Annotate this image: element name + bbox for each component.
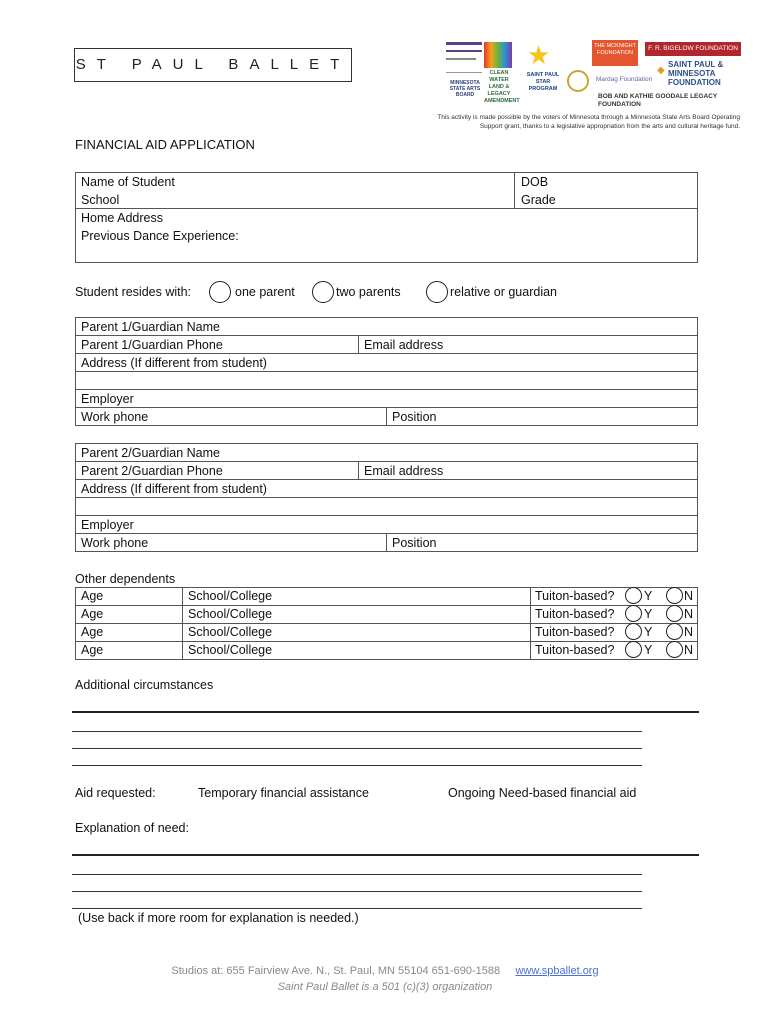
mardag-text: Mardag Foundation <box>595 76 653 83</box>
spmf-text: SAINT PAUL & MINNESOTA FOUNDATION <box>668 60 724 87</box>
aid-requested-label: Aid requested: <box>75 786 156 800</box>
msab-text: MINNESOTA STATE ARTS BOARD <box>449 80 481 98</box>
two-parents-label: two parents <box>336 285 401 299</box>
dependents-col-2 <box>530 587 531 660</box>
dependent-4-school[interactable]: School/College <box>188 643 273 657</box>
clean-water-text: CLEAN WATER LAND & LEGACY AMENDMENT <box>484 70 520 104</box>
student-row-line <box>75 208 698 209</box>
dependent-1-yes-radio[interactable] <box>625 587 642 604</box>
dob-field[interactable]: DOB <box>521 175 549 189</box>
relative-guardian-label: relative or guardian <box>450 285 558 299</box>
additional-circumstances-label: Additional circumstances <box>75 678 214 692</box>
dependent-1-tuition: Tuiton-based? <box>535 589 615 603</box>
dependent-2-no-radio[interactable] <box>666 605 683 622</box>
explanation-line-3[interactable] <box>72 908 642 909</box>
dependent-4-no-label: N <box>684 643 694 657</box>
dependents-line-1 <box>75 605 698 606</box>
dependent-4-tuition: Tuiton-based? <box>535 643 615 657</box>
parent1-position-field[interactable]: Position <box>392 410 437 424</box>
parent2-address-field[interactable]: Address (If different from student) <box>81 482 267 496</box>
dependent-1-yes-label: Y <box>644 589 653 603</box>
use-back-note: (Use back if more room for explanation is needed.) <box>78 911 359 925</box>
star-program-text: SAINT PAUL STAR PROGRAM <box>526 72 560 92</box>
parent1-employer-field[interactable]: Employer <box>81 392 134 406</box>
dependent-2-age[interactable]: Age <box>81 607 104 621</box>
dependent-2-school[interactable]: School/College <box>188 607 273 621</box>
parent2-work-phone-field[interactable]: Work phone <box>81 536 149 550</box>
msab-logo <box>446 42 482 100</box>
dependent-3-yes-radio[interactable] <box>625 623 642 640</box>
parent2-line-4 <box>75 515 698 516</box>
bigelow-text: F. R. BIGELOW FOUNDATION <box>648 45 738 52</box>
mcknight-logo <box>592 40 638 66</box>
footer-studios: Studios at: 655 Fairview Ave. N., St. Paul, MN 55104 651-690-1588 <box>171 965 501 977</box>
parent1-phone-field[interactable]: Parent 1/Guardian Phone <box>81 338 223 352</box>
star-icon: ★ <box>527 40 551 70</box>
two-parents-radio[interactable] <box>312 281 334 303</box>
dependent-3-no-radio[interactable] <box>666 623 683 640</box>
parent2-email-field[interactable]: Email address <box>364 464 444 478</box>
bigelow-logo <box>645 42 741 56</box>
parent1-line-4 <box>75 389 698 390</box>
dance-experience-field[interactable]: Previous Dance Experience: <box>81 229 239 243</box>
relative-guardian-radio[interactable] <box>426 281 448 303</box>
additional-rule <box>72 711 699 713</box>
home-address-field[interactable]: Home Address <box>81 211 163 225</box>
dependent-1-no-radio[interactable] <box>666 587 683 604</box>
explanation-label: Explanation of need: <box>75 821 189 835</box>
parent1-work-phone-field[interactable]: Work phone <box>81 410 149 424</box>
temporary-aid-option[interactable]: Temporary financial assistance <box>198 786 369 800</box>
form-title: FINANCIAL AID APPLICATION <box>75 137 255 152</box>
school-field[interactable]: School <box>81 193 120 207</box>
dependent-2-yes-label: Y <box>644 607 653 621</box>
parent1-address-field[interactable]: Address (If different from student) <box>81 356 267 370</box>
mcknight-text: THE MCKNIGHT FOUNDATION <box>594 43 636 56</box>
notice-line-1: This activity is made possible by the voters of Minnesota through a Minnesota State Arts Board Operating <box>437 114 740 121</box>
explanation-rule <box>72 854 699 856</box>
parent1-name-field[interactable]: Parent 1/Guardian Name <box>81 320 220 334</box>
additional-line-3[interactable] <box>72 765 642 766</box>
dependents-heading: Other dependents <box>75 572 176 586</box>
student-name-field[interactable]: Name of Student <box>81 175 175 189</box>
dependent-3-school[interactable]: School/College <box>188 625 273 639</box>
dependent-3-tuition: Tuiton-based? <box>535 625 615 639</box>
one-parent-label: one parent <box>235 285 295 299</box>
parent2-line-2 <box>75 479 698 480</box>
parent1-email-divider <box>358 335 359 353</box>
goodale-ring-logo <box>567 70 589 92</box>
additional-line-2[interactable] <box>72 748 642 749</box>
one-parent-radio[interactable] <box>209 281 231 303</box>
parent1-position-divider <box>386 407 387 426</box>
parent2-position-field[interactable]: Position <box>392 536 437 550</box>
parent2-position-divider <box>386 533 387 552</box>
dependent-3-no-label: N <box>684 625 694 639</box>
dependent-4-yes-label: Y <box>644 643 653 657</box>
spmf-diamond-icon: ◆ <box>657 65 665 76</box>
footer-address-line <box>0 965 770 977</box>
dependents-line-3 <box>75 641 698 642</box>
footer-nonprofit: Saint Paul Ballet is a 501 (c)(3) organization <box>277 981 493 993</box>
dependent-4-yes-radio[interactable] <box>625 641 642 658</box>
dependents-col-1 <box>182 587 183 660</box>
parent2-line-3 <box>75 497 698 498</box>
dependent-4-age[interactable]: Age <box>81 643 104 657</box>
resides-label: Student resides with: <box>75 285 192 299</box>
dependent-3-yes-label: Y <box>644 625 653 639</box>
goodale-text: BOB AND KATHIE GOODALE LEGACY FOUNDATION <box>598 93 718 108</box>
star-program-logo <box>525 42 563 98</box>
dependent-2-yes-radio[interactable] <box>625 605 642 622</box>
explanation-line-2[interactable] <box>72 891 642 892</box>
additional-line-1[interactable] <box>72 731 642 732</box>
dependent-3-age[interactable]: Age <box>81 625 104 639</box>
notice-line-2: Support grant, thanks to a legislative appropriation from the arts and cultural heritage fund. <box>479 123 740 130</box>
dependent-1-school[interactable]: School/College <box>188 589 273 603</box>
parent1-email-field[interactable]: Email address <box>364 338 444 352</box>
dependent-1-age[interactable]: Age <box>81 589 104 603</box>
dependent-4-no-radio[interactable] <box>666 641 683 658</box>
footer-website-link[interactable]: www.spballet.org <box>515 965 599 977</box>
logo-text: ST PAUL BALLET <box>75 56 351 73</box>
grade-field[interactable]: Grade <box>521 193 556 207</box>
student-divider <box>514 172 515 209</box>
parent2-phone-field[interactable]: Parent 2/Guardian Phone <box>81 464 223 478</box>
dependent-2-no-label: N <box>684 607 694 621</box>
dependent-2-tuition: Tuiton-based? <box>535 607 615 621</box>
explanation-line-1[interactable] <box>72 874 642 875</box>
parent2-line-1 <box>75 461 698 462</box>
parent2-name-field[interactable]: Parent 2/Guardian Name <box>81 446 220 460</box>
parent2-employer-field[interactable]: Employer <box>81 518 134 532</box>
clean-water-logo <box>484 42 520 104</box>
dependents-line-2 <box>75 623 698 624</box>
parent1-line-3 <box>75 371 698 372</box>
parent2-email-divider <box>358 461 359 479</box>
logo-box <box>74 48 352 82</box>
parent1-line-2 <box>75 353 698 354</box>
ongoing-aid-option[interactable]: Ongoing Need-based financial aid <box>448 786 637 800</box>
dependent-1-no-label: N <box>684 589 694 603</box>
parent1-line-1 <box>75 335 698 336</box>
